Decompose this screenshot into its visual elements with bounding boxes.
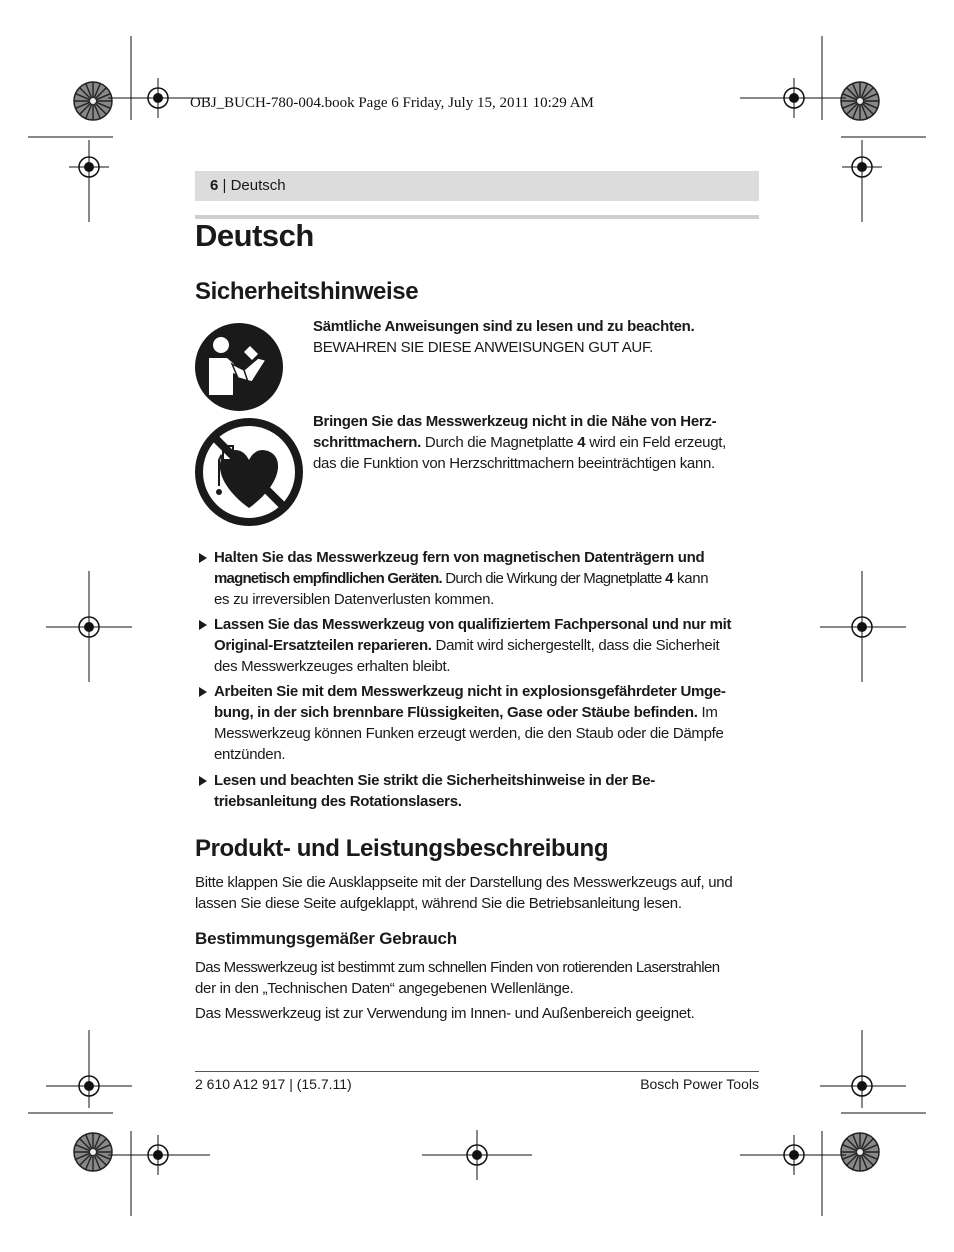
safety-heading: Sicherheitshinweise xyxy=(195,278,419,305)
notice-read-instructions-bold: Sämtliche Anweisungen sind zu lesen und zu beachten. xyxy=(313,318,695,335)
bullet-1-bold-2: magnetisch empfindlichen Geräten. xyxy=(214,570,442,587)
read-manual-icon xyxy=(194,322,284,412)
bullet-1-text-2a: Durch die Wirkung der Magnetplatte xyxy=(441,570,666,587)
notice-pacemaker-text-2b: wird ein Feld erzeugt, xyxy=(585,434,726,451)
bullet-1-bold-1: Halten Sie das Messwerkzeug fern von magnetischen Datenträgern und xyxy=(214,549,705,566)
product-heading: Produkt- und Leistungsbeschreibung xyxy=(195,835,609,862)
bullet-3-text-3: Messwerkzeug können Funken erzeugt werden, die den Staub oder die Dämpfe xyxy=(214,725,724,742)
bullet-2-text-3: des Messwerkzeuges erhalten bleibt. xyxy=(214,658,451,675)
notice-pacemaker-text-3: das die Funktion von Herzschrittmachern beeinträchtigen kann. xyxy=(313,455,715,472)
intended-use-paragraph-1 xyxy=(195,957,765,999)
product-intro-2: lassen Sie diese Seite aufgeklappt, während Sie die Betriebsanleitung lesen. xyxy=(195,895,682,912)
bullet-4-bold-2: triebsanleitung des Rotationslasers. xyxy=(214,793,462,810)
bullet-3-text-4: entzünden. xyxy=(214,746,286,763)
footer-brand: Bosch Power Tools xyxy=(640,1076,759,1092)
page-header-bar xyxy=(195,171,759,201)
bullet-arrow-icon xyxy=(199,620,207,630)
page-header-language: Deutsch xyxy=(230,177,286,194)
bullet-3-bold-2: bung, in der sich brennbare Flüssigkeiten, Gase oder Stäube befinden. xyxy=(214,704,698,721)
intended-use-paragraph-2: Das Messwerkzeug ist zur Verwendung im Innen- und Außenbereich geeignet. xyxy=(195,1005,695,1022)
bullet-arrow-icon xyxy=(199,553,207,563)
notice-read-instructions xyxy=(313,316,763,358)
page-title: Deutsch xyxy=(195,218,314,253)
safety-bullet-1 xyxy=(214,547,762,610)
page-number: 6 xyxy=(210,177,219,194)
no-pacemaker-icon xyxy=(193,416,305,528)
bullet-1-text-2b: kann xyxy=(673,570,709,587)
bullet-arrow-icon xyxy=(199,776,207,786)
notice-pacemaker xyxy=(313,411,763,474)
page-header xyxy=(210,177,286,194)
intended-use-heading: Bestimmungsgemäßer Gebrauch xyxy=(195,929,457,948)
bullet-2-bold-2: Original-Ersatzteilen reparieren. xyxy=(214,637,432,654)
bullet-1-ref: 4 xyxy=(665,570,674,587)
bullet-3-bold-1: Arbeiten Sie mit dem Messwerkzeug nicht in explosionsgefährdeter Umge- xyxy=(214,683,726,700)
bullet-4-bold-1: Lesen und beachten Sie strikt die Sicherheitshinweise in der Be- xyxy=(214,772,655,789)
safety-bullet-4 xyxy=(214,770,762,812)
notice-pacemaker-ref: 4 xyxy=(577,434,586,451)
notice-read-instructions-text: BEWAHREN SIE DIESE ANWEISUNGEN GUT AUF. xyxy=(313,339,654,356)
notice-pacemaker-bold-1: Bringen Sie das Messwerkzeug nicht in die Nähe von Herz- xyxy=(313,413,717,430)
product-intro xyxy=(195,872,765,914)
file-header: OBJ_BUCH-780-004.book Page 6 Friday, July 15, 2011 10:29 AM xyxy=(190,95,594,111)
footer-rule xyxy=(195,1071,759,1072)
footer-document-number: 2 610 A12 917 | (15.7.11) xyxy=(195,1076,352,1092)
bullet-arrow-icon xyxy=(199,687,207,697)
page-header-separator: | xyxy=(218,177,231,194)
bullet-2-text-2: Damit wird sichergestellt, dass die Sicherheit xyxy=(431,637,720,654)
safety-bullet-2 xyxy=(214,614,762,677)
bullet-1-text-3: es zu irreversiblen Datenverlusten kommen. xyxy=(214,591,495,608)
bullet-2-bold-1: Lassen Sie das Messwerkzeug von qualifiziertem Fachpersonal und nur mit xyxy=(214,616,732,633)
intended-use-p1-2: der in den „Technischen Daten“ angegebenen Wellenlänge. xyxy=(195,980,574,997)
product-intro-1: Bitte klappen Sie die Ausklappseite mit der Darstellung des Messwerkzeugs auf, und xyxy=(195,874,733,891)
notice-pacemaker-text-2a: Durch die Magnetplatte xyxy=(421,434,578,451)
notice-pacemaker-bold-2: schrittmachern. xyxy=(313,434,422,451)
bullet-3-text-2: Im xyxy=(697,704,718,721)
intended-use-p1-1: Das Messwerkzeug ist bestimmt zum schnellen Finden von rotierenden Laserstrahlen xyxy=(195,959,720,976)
safety-bullet-3 xyxy=(214,681,762,765)
